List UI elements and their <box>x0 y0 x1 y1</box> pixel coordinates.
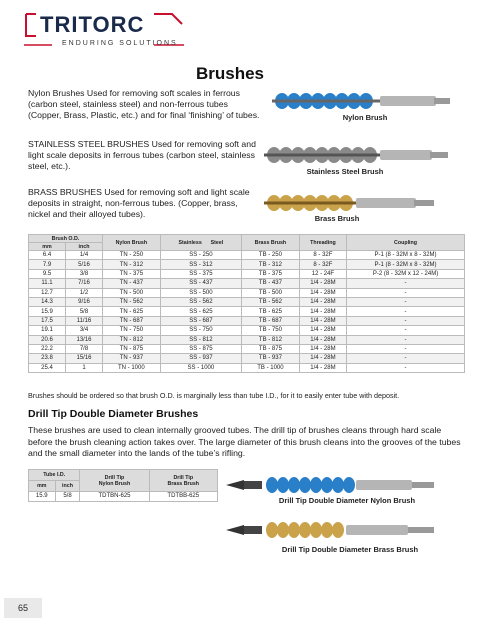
table-row <box>29 269 465 278</box>
table-cell: SS - 875 <box>160 344 241 353</box>
table-cell: TB - 312 <box>242 260 300 269</box>
brass-header: Brass Brush <box>242 235 300 251</box>
table-cell: SS - 812 <box>160 335 241 344</box>
table-cell: TDTBN-625 <box>80 492 149 502</box>
stainless-brush-image <box>262 146 452 164</box>
table-cell: 1/4 - 28M <box>299 307 346 316</box>
table-cell: 19.1 <box>29 326 66 335</box>
table-cell: 1/4 - 28M <box>299 288 346 297</box>
table-cell: SS - 1000 <box>160 363 241 372</box>
brush-od-header: Brush O.D. <box>29 235 103 243</box>
page-number: 65 <box>4 598 42 618</box>
table-cell: SS - 312 <box>160 260 241 269</box>
table-cell: P-2 (8 - 32M x 12 - 24M) <box>347 269 465 278</box>
drill-brass-brush-image <box>226 521 438 539</box>
drill-section-title: Drill Tip Double Diameter Brushes <box>28 408 199 420</box>
nylon-lead: Nylon Brushes <box>28 88 85 98</box>
table-row <box>29 307 465 316</box>
table-cell: - <box>347 297 465 306</box>
table-cell: - <box>347 307 465 316</box>
table-cell: TB - 875 <box>242 344 300 353</box>
table-cell: TB - 500 <box>242 288 300 297</box>
drill-nylon-brush-image <box>226 476 438 494</box>
table-cell: TB - 250 <box>242 251 300 260</box>
table-cell: 3/4 <box>66 326 103 335</box>
table-cell: TB - 812 <box>242 335 300 344</box>
table-cell: 15/16 <box>66 354 103 363</box>
table-cell: TN - 812 <box>103 335 161 344</box>
table-cell: 8 - 32F <box>299 251 346 260</box>
table-cell: 14.3 <box>29 297 66 306</box>
table-cell: 11.1 <box>29 279 66 288</box>
stainless-text: Used for removing soft and light scale deposits in ferrous tubes (carbon steel, stainless steel, etc.). <box>28 139 256 171</box>
table-cell: - <box>347 354 465 363</box>
drill-nylon-header <box>80 470 149 492</box>
table-cell: TN - 250 <box>103 251 161 260</box>
table-cell: - <box>347 288 465 297</box>
drill-brass-header-l1: Drill Tip <box>173 474 194 481</box>
table-cell: 1/4 - 28M <box>299 335 346 344</box>
drill-tip-table <box>28 469 218 502</box>
table-cell: 1/2 <box>66 288 103 297</box>
table-cell: 5/8 <box>66 307 103 316</box>
table-cell: 1/4 - 28M <box>299 297 346 306</box>
table-cell: 7/8 <box>66 344 103 353</box>
table-row <box>29 297 465 306</box>
brass-description <box>28 187 260 220</box>
table-cell: 1/4 - 28M <box>299 354 346 363</box>
drill-mm-header: mm <box>29 481 56 492</box>
table-cell: TN - 687 <box>103 316 161 325</box>
table-cell: 15.9 <box>29 492 56 502</box>
drill-brass-caption: Drill Tip Double Diameter Brass Brush <box>281 545 419 554</box>
table-cell: 11/16 <box>66 316 103 325</box>
stainless-lead: STAINLESS STEEL BRUSHES <box>28 139 150 149</box>
table-cell: 25.4 <box>29 363 66 372</box>
table-cell: SS - 437 <box>160 279 241 288</box>
table-cell: 12.7 <box>29 288 66 297</box>
table-cell: 1/4 - 28M <box>299 344 346 353</box>
table-row <box>29 335 465 344</box>
table-cell: TB - 437 <box>242 279 300 288</box>
nylon-brush-image <box>268 92 454 110</box>
steel-header-label: Steel <box>210 239 224 246</box>
table-cell: TN - 625 <box>103 307 161 316</box>
logo <box>22 12 192 52</box>
table-cell: 17.5 <box>29 316 66 325</box>
table-cell: 13/16 <box>66 335 103 344</box>
table-cell: - <box>347 279 465 288</box>
brass-lead: BRASS BRUSHES <box>28 187 102 197</box>
stainless-description <box>28 139 260 172</box>
threading-header: Threading <box>299 235 346 251</box>
table-cell: 3/8 <box>66 269 103 278</box>
table-cell: 5/16 <box>66 260 103 269</box>
drill-brass-header-l2: Brass Brush <box>167 480 200 487</box>
nylon-text: Used for removing soft scales in ferrous (carbon steel, stainless steel) and non-ferrous tubes (Copper, Brass, Plastic, etc.) and for final ‘finishing’ of tubes. <box>28 88 260 120</box>
table-cell: P-1 (8 - 32M x 8 - 32M) <box>347 251 465 260</box>
table-row <box>29 251 465 260</box>
drill-nylon-header-l2: Nylon Brush <box>98 480 131 487</box>
table-cell: TB - 937 <box>242 354 300 363</box>
table-row <box>29 260 465 269</box>
table-cell: 6.4 <box>29 251 66 260</box>
table-cell: 9.5 <box>29 269 66 278</box>
table-cell: - <box>347 363 465 372</box>
page-title: Brushes <box>195 64 264 83</box>
tube-id-header: Tube I.D. <box>29 470 80 481</box>
drill-nylon-caption: Drill Tip Double Diameter Nylon Brush <box>278 496 416 505</box>
table-cell: TN - 875 <box>103 344 161 353</box>
table-cell: SS - 500 <box>160 288 241 297</box>
table-row <box>29 279 465 288</box>
nylon-description <box>28 88 260 121</box>
table-cell: TB - 1000 <box>242 363 300 372</box>
stainless-header-label: Stainless <box>178 239 202 246</box>
table-row <box>29 288 465 297</box>
stainless-caption: Stainless Steel Brush <box>306 167 384 176</box>
table-cell: TN - 375 <box>103 269 161 278</box>
table-cell: SS - 250 <box>160 251 241 260</box>
nylon-header: Nylon Brush <box>103 235 161 251</box>
table-cell: 1 <box>66 363 103 372</box>
table-cell: TN - 437 <box>103 279 161 288</box>
table-cell: 23.8 <box>29 354 66 363</box>
drill-inch-header: inch <box>55 481 80 492</box>
table-row <box>29 492 218 502</box>
table-cell: 15.9 <box>29 307 66 316</box>
table-cell: TB - 375 <box>242 269 300 278</box>
table-cell: 7/16 <box>66 279 103 288</box>
table-cell: TN - 500 <box>103 288 161 297</box>
table-cell: - <box>347 335 465 344</box>
brush-spec-table <box>28 234 465 373</box>
table-cell: TB - 562 <box>242 297 300 306</box>
table-cell: SS - 937 <box>160 354 241 363</box>
table-row <box>29 326 465 335</box>
table-cell: TN - 937 <box>103 354 161 363</box>
table-cell: TN - 562 <box>103 297 161 306</box>
table-row <box>29 354 465 363</box>
table-cell: TB - 750 <box>242 326 300 335</box>
logo-tagline: ENDURING SOLUTIONS <box>62 40 178 47</box>
table-cell: 1/4 <box>66 251 103 260</box>
inch-header: inch <box>66 243 103 251</box>
brass-text: Used for removing soft and light scale deposits in straight, non-ferrous tubes. (Copper, brass, nickel and their alloyed tubes). <box>28 187 250 219</box>
drill-brass-header <box>149 470 217 492</box>
table-cell: - <box>347 326 465 335</box>
stainless-header <box>160 235 241 251</box>
table-cell: TB - 625 <box>242 307 300 316</box>
table-cell: TB - 687 <box>242 316 300 325</box>
table-cell: P-1 (8 - 32M x 8 - 32M) <box>347 260 465 269</box>
table-cell: 12 - 24F <box>299 269 346 278</box>
table-cell: SS - 625 <box>160 307 241 316</box>
mm-header: mm <box>29 243 66 251</box>
order-note: Brushes should be ordered so that brush O.D. is marginally less than tube I.D., for it to easily enter tube with deposit. <box>28 391 400 400</box>
table-cell: TN - 1000 <box>103 363 161 372</box>
table-cell: TN - 750 <box>103 326 161 335</box>
table-cell: 22.2 <box>29 344 66 353</box>
nylon-caption: Nylon Brush <box>342 113 388 122</box>
table-cell: SS - 562 <box>160 297 241 306</box>
table-cell: 5/8 <box>55 492 80 502</box>
logo-text: TRITORC <box>40 12 145 37</box>
table-cell: 1/4 - 28M <box>299 363 346 372</box>
brass-brush-image <box>262 194 452 212</box>
table-cell: 1/4 - 28M <box>299 316 346 325</box>
brass-caption: Brass Brush <box>314 214 360 223</box>
table-cell: TDTBB-625 <box>149 492 217 502</box>
table-cell: 8 - 32F <box>299 260 346 269</box>
table-row <box>29 363 465 372</box>
table-cell: 1/4 - 28M <box>299 279 346 288</box>
table-row <box>29 316 465 325</box>
drill-nylon-header-l1: Drill Tip <box>104 474 125 481</box>
table-cell: - <box>347 344 465 353</box>
table-cell: 20.6 <box>29 335 66 344</box>
table-cell: TN - 312 <box>103 260 161 269</box>
table-cell: SS - 687 <box>160 316 241 325</box>
table-cell: 1/4 - 28M <box>299 326 346 335</box>
table-row <box>29 344 465 353</box>
table-cell: SS - 375 <box>160 269 241 278</box>
coupling-header: Coupling <box>347 235 465 251</box>
table-cell: - <box>347 316 465 325</box>
table-cell: SS - 750 <box>160 326 241 335</box>
drill-description: These brushes are used to clean internally grooved tubes. The drill tip of brushes cleans through hard scale before the brush cleaning action takes over. The large diameter of this brush cleans into the grooves of the tubes and the small diameter into the lands of the tube’s rifling. <box>28 425 461 458</box>
table-cell: 7.9 <box>29 260 66 269</box>
table-cell: 9/16 <box>66 297 103 306</box>
